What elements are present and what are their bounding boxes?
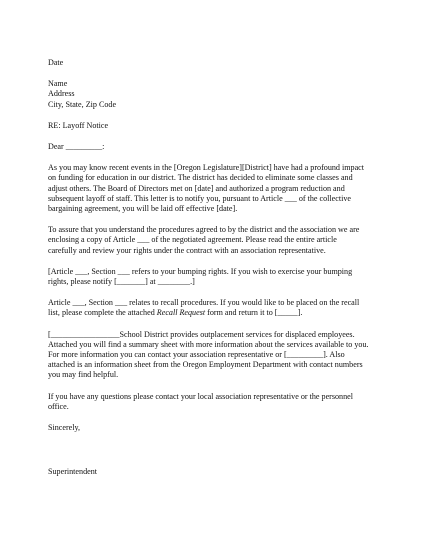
paragraph-line: Attached you will find a summary sheet with more information about the services available to you. (48, 339, 369, 349)
salutation-text: Dear _________: (48, 142, 105, 152)
paragraph-line: enclosing a copy of Article ___ of the negotiated agreement. Please read the entire article (48, 235, 337, 245)
subject-line (48, 121, 388, 131)
paragraph-line: rights, please notify [_______] at ________.] (48, 277, 195, 287)
recipient-address (48, 79, 388, 110)
paragraph-line: list, please complete the attached Recall Request form and return it to [_____]. (48, 308, 303, 318)
paragraph-questions (48, 392, 388, 412)
paragraph-line: subsequent layoff of staff. This letter is to notify you, pursuant to Article ___ of the collective (48, 193, 352, 203)
paragraph-line: [Article ___, Section ___ refers to your bumping rights. If you wish to exercise your bumping (48, 266, 353, 276)
paragraph-line: If you have any questions please contact your local association representative or the personnel (48, 391, 353, 401)
recipient-city-state-zip: City, State, Zip Code (48, 99, 117, 109)
paragraph-bumping-rights (48, 267, 388, 287)
paragraph-line: Article ___, Section ___ relates to recall procedures. If you would like to be placed on the recall (48, 298, 360, 308)
paragraph-line: For more information you can contact your association representative or [_________]. Also (48, 350, 345, 360)
paragraph-line: bargaining agreement, you will be laid off effective [date]. (48, 204, 238, 214)
recall-request-form-name: Recall Request (156, 308, 206, 318)
paragraph-line: [_________________School District provides outplacement services for displaced employees. (48, 329, 355, 339)
date-text: Date (48, 58, 64, 67)
paragraph-line: you may find helpful. (48, 370, 119, 380)
date-line (48, 58, 388, 68)
paragraph-line: carefully and review your rights under the contract with an association representative. (48, 245, 326, 255)
closing-text: Sincerely, (48, 423, 81, 433)
paragraph-recall (48, 298, 388, 318)
recipient-street: Address (48, 89, 75, 99)
paragraph-line: adjust others. The Board of Directors met on [date] and authorized a program reduction and (48, 183, 345, 193)
paragraph-line: office. (48, 401, 69, 411)
paragraph-line: To assure that you understand the procedures agreed to by the district and the association we are (48, 225, 360, 235)
layoff-notice-letter (48, 58, 388, 487)
paragraph-line: attached is an information sheet from the Oregon Employment Department with contact numbers (48, 360, 363, 370)
salutation (48, 142, 388, 152)
paragraph-line: As you may know recent events in the [Oregon Legislature][District] have had a profound impact (48, 163, 365, 173)
subject-text: RE: Layoff Notice (48, 120, 109, 130)
paragraph-procedures (48, 225, 388, 256)
closing (48, 423, 388, 433)
signature-block (48, 467, 388, 477)
recipient-name: Name (48, 79, 68, 89)
paragraph-funding-impact (48, 163, 388, 214)
paragraph-line: on funding for education in our district. The district has decided to eliminate some classes and (48, 173, 353, 183)
paragraph-outplacement (48, 330, 388, 381)
signature-title: Superintendent (48, 467, 98, 477)
